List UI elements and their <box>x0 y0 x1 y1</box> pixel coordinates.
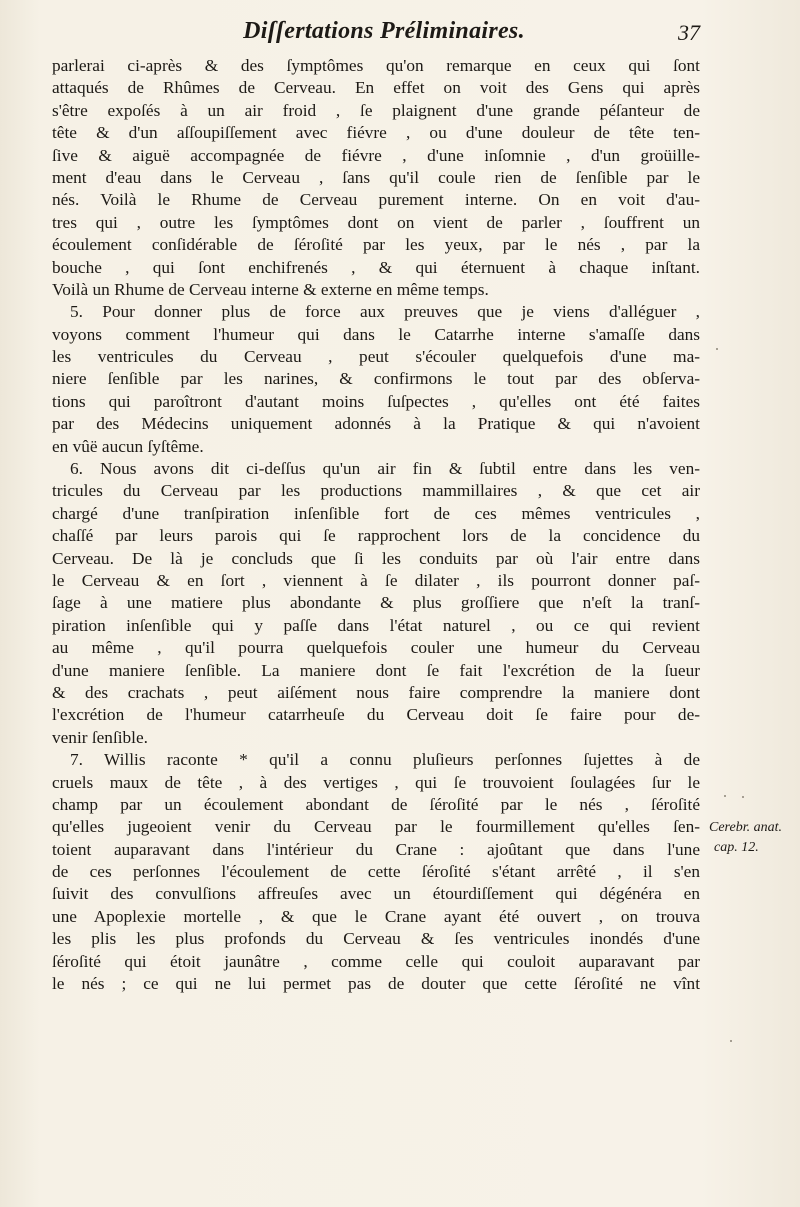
text-line: tête & d'un aſſoupiſſement avec fiévre , ou d'une douleur de tête ten- <box>52 123 700 143</box>
text-line: une Apoplexie mortelle , & que le Crane ayant été ouvert , on trouva <box>52 906 700 926</box>
text-line: niere ſenſible par les narines, & confirmons le tout par des obſerva- <box>52 369 700 389</box>
text-line: le nés ; ce qui ne lui permet pas de douter que cette ſéroſité ne vînt <box>52 974 700 994</box>
text-line: tricules du Cerveau par les productions mammillaires , & que cet air <box>52 481 700 501</box>
text-line: ſive & aiguë accompagnée de fiévre , d'une inſomnie , d'un groüille- <box>52 145 700 165</box>
text-line: venir ſenſible. <box>52 727 148 747</box>
paper-speck <box>742 796 744 798</box>
text-line: les plis les plus profonds du Cerveau & ſes ventricules inondés d'une <box>52 929 700 949</box>
text-line: Voilà un Rhume de Cerveau interne & externe en même temps. <box>52 279 489 299</box>
text-line: ſage à une matiere plus abondante & plus groſſiere que n'eſt la tranſ- <box>52 593 700 613</box>
text-line: chargé d'une tranſpiration inſenſible fort de ces mêmes ventricules , <box>52 503 700 523</box>
text-line: au même , qu'il pourra quelquefois couler une humeur du Cerveau <box>52 638 700 658</box>
text-line: les ventricules du Cerveau , peut s'écouler quelquefois d'une ma- <box>52 347 700 367</box>
text-line: Cerveau. De là je concluds que ſi les conduits par où l'air entre dans <box>52 548 700 568</box>
text-line: nés. Voilà le Rhume de Cerveau purement interne. On en voit d'au- <box>52 190 700 210</box>
text-line: bouche , qui ſont enchifrenés , & qui éternuent à chaque inſtant. <box>52 257 700 277</box>
text-line: le Cerveau & en ſort , viennent à ſe dilater , ils pourront donner paſ- <box>52 570 700 590</box>
text-line: d'une maniere ſenſible. La maniere dont ſe fait l'excrétion de la ſueur <box>52 660 700 680</box>
text-line: s'être expoſés à un air froid , ſe plaignent d'une grande péſanteur de <box>52 100 700 120</box>
page-header <box>100 18 700 50</box>
text-line: en vûë aucun ſyſtême. <box>52 436 204 456</box>
paragraph-6-start: 6. Nous avons dit ci-deſſus qu'un air fin & ſubtil entre dans les ven- <box>70 459 700 479</box>
paper-speck <box>730 1040 732 1042</box>
text-line: qu'elles jugeoient venir du Cerveau par le fourmillement qu'elles ſen- <box>52 817 700 837</box>
body-text <box>52 55 700 995</box>
text-line: ſuivit des convulſions affreuſes avec un étourdiſſement qui dégénéra en <box>52 884 700 904</box>
text-line: ment d'eau dans le Cerveau , ſans qu'il coule rien de ſenſible par le <box>52 167 700 187</box>
text-line: & des crachats , peut aiſément nous faire comprendre la maniere dont <box>52 682 700 702</box>
text-line: cruels maux de tête , à des vertiges , qui ſe trouvoient ſoulagées ſur le <box>52 772 700 792</box>
paragraph-7-start: 7. Willis raconte * qu'il a connu pluſieurs perſonnes ſujettes à de <box>70 750 700 770</box>
margin-reference-chapter: cap. 12. <box>714 840 759 855</box>
text-line: attaqués de Rhûmes de Cerveau. En effet on voit des Gens qui après <box>52 78 700 98</box>
text-line: par des Médecins uniquement adonnés à la Pratique & qui n'avoient <box>52 414 700 434</box>
text-line: toient auparavant dans l'intérieur du Crane : ajoûtant que dans l'une <box>52 839 700 859</box>
running-title: Diſſertations Préliminaires. <box>243 18 525 44</box>
text-line: tres qui , outre les ſymptômes dont on vient de parler , ſouffrent un <box>52 212 700 232</box>
text-line: ſéroſité qui étoit jaunâtre , comme celle qui couloit auparavant par <box>52 951 700 971</box>
text-line: tions qui paroîtront d'autant moins ſuſpectes , qu'elles ont été faites <box>52 391 700 411</box>
paper-speck <box>716 348 718 350</box>
text-line: piration inſenſible qui y paſſe dans l'état naturel , ou ce qui revient <box>52 615 700 635</box>
text-line: de ces perſonnes l'écoulement de cette ſéroſité s'étant arrêté , il s'en <box>52 862 700 882</box>
text-line: parlerai ci-après & des ſymptômes qu'on remarque en ceux qui ſont <box>52 56 700 75</box>
page-number: 37 <box>678 20 700 45</box>
text-line: champ par un écoulement abondant de ſéroſité par le nés , ſéroſité <box>52 794 700 814</box>
paragraph-5-start: 5. Pour donner plus de force aux preuves que je viens d'alléguer , <box>70 302 700 322</box>
text-line: écoulement conſidérable de ſéroſité par les yeux, par le nés , par la <box>52 235 700 255</box>
text-line: voyons comment l'humeur qui dans le Catarrhe interne s'amaſſe dans <box>52 324 700 344</box>
text-line: l'excrétion de l'humeur catarrheuſe du Cerveau doit ſe faire pour de- <box>52 705 700 725</box>
margin-reference-title: Cerebr. anat. <box>709 820 782 835</box>
text-line: chaſſé par leurs parois qui ſe rapprochent lors de la concidence du <box>52 526 700 546</box>
paper-speck <box>724 795 726 797</box>
